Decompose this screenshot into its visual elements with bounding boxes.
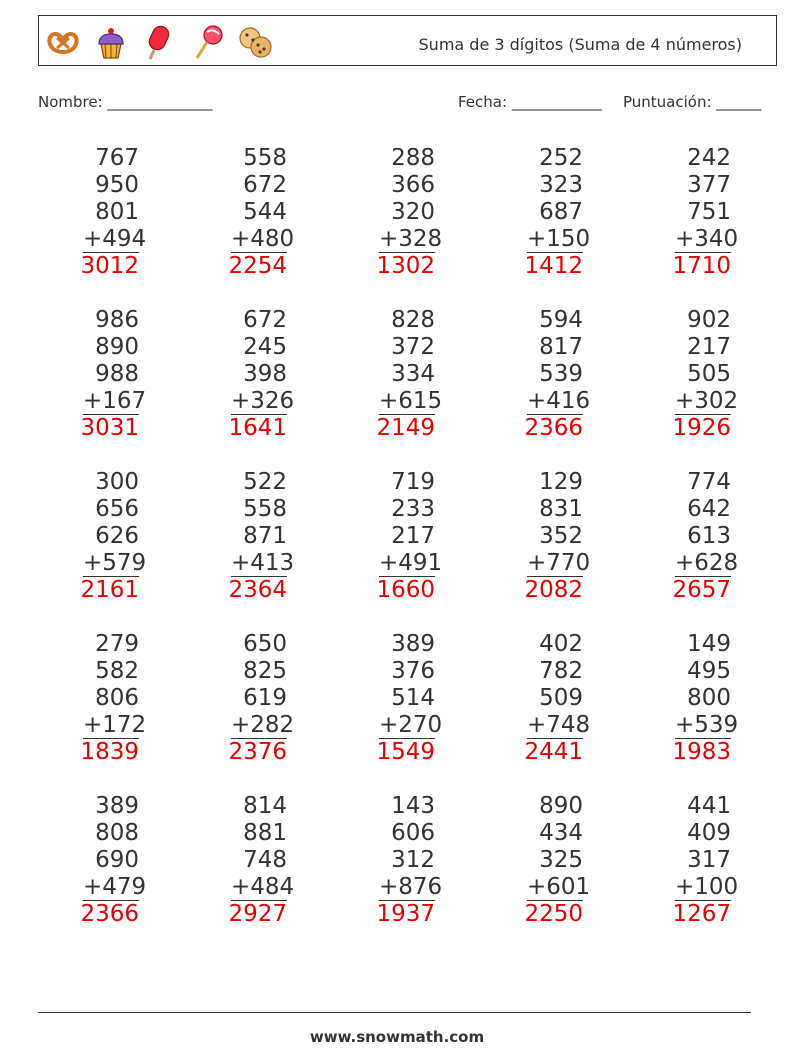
addend-3: 748 (243, 847, 287, 873)
addend-4: +172 (83, 712, 147, 738)
addend-4: +479 (83, 874, 147, 900)
addend-4: +615 (379, 388, 443, 414)
addition-problem (636, 307, 739, 442)
worksheet-header (38, 15, 777, 66)
worksheet-title: Suma de 3 dígitos (Suma de 4 números) (418, 35, 742, 54)
addend-2: 377 (687, 172, 731, 198)
addend-2: 323 (539, 172, 583, 198)
addend-1: 129 (539, 469, 583, 495)
addend-4: +876 (379, 874, 443, 900)
addend-1: 288 (391, 145, 435, 171)
addend-2: 606 (391, 820, 435, 846)
addend-3: 317 (687, 847, 731, 873)
addend-1: 149 (687, 631, 731, 657)
addend-4: +579 (83, 550, 147, 576)
addend-1: 774 (687, 469, 731, 495)
addend-4: +340 (675, 226, 739, 252)
answer: 1549 (376, 739, 435, 765)
addend-3: 509 (539, 685, 583, 711)
addend-2: 495 (687, 658, 731, 684)
addend-3: 988 (95, 361, 139, 387)
answer: 1926 (672, 415, 731, 441)
answer: 1641 (228, 415, 287, 441)
addend-2: 642 (687, 496, 731, 522)
popsicle-icon (139, 22, 179, 62)
addend-1: 890 (539, 793, 583, 819)
addend-4: +494 (83, 226, 147, 252)
addend-1: 902 (687, 307, 731, 333)
addend-2: 217 (687, 334, 731, 360)
addend-2: 376 (391, 658, 435, 684)
answer: 2927 (228, 901, 287, 927)
addend-2: 434 (539, 820, 583, 846)
addend-1: 650 (243, 631, 287, 657)
answer: 3031 (80, 415, 139, 441)
header-icons (43, 22, 275, 62)
addend-1: 242 (687, 145, 731, 171)
addend-4: +770 (527, 550, 591, 576)
addend-2: 950 (95, 172, 139, 198)
addend-2: 831 (539, 496, 583, 522)
addend-3: 690 (95, 847, 139, 873)
addend-2: 890 (95, 334, 139, 360)
addition-problem (192, 145, 295, 280)
addend-2: 656 (95, 496, 139, 522)
answer: 2366 (80, 901, 139, 927)
lollipop-icon (187, 22, 227, 62)
addend-3: 626 (95, 523, 139, 549)
addition-problem (44, 631, 147, 766)
addend-1: 389 (391, 631, 435, 657)
answer: 2254 (228, 253, 287, 279)
addition-problem (44, 145, 147, 280)
addend-4: +416 (527, 388, 591, 414)
addend-4: +270 (379, 712, 443, 738)
addend-4: +601 (527, 874, 591, 900)
addend-2: 817 (539, 334, 583, 360)
addend-3: 398 (243, 361, 287, 387)
addend-1: 767 (95, 145, 139, 171)
addend-4: +282 (231, 712, 295, 738)
addend-2: 672 (243, 172, 287, 198)
addition-problem (488, 793, 591, 928)
addend-1: 558 (243, 145, 287, 171)
answer: 1710 (672, 253, 731, 279)
addend-3: 806 (95, 685, 139, 711)
addend-1: 279 (95, 631, 139, 657)
addition-problem (44, 307, 147, 442)
answer: 2366 (524, 415, 583, 441)
addend-3: 619 (243, 685, 287, 711)
addend-3: 613 (687, 523, 731, 549)
addend-4: +167 (83, 388, 147, 414)
addend-2: 372 (391, 334, 435, 360)
addition-problem (340, 793, 443, 928)
addend-4: +491 (379, 550, 443, 576)
answer: 2149 (376, 415, 435, 441)
answer: 2161 (80, 577, 139, 603)
addition-problem (192, 793, 295, 928)
date-field-label: Fecha: ____________ (458, 93, 602, 111)
addend-3: 871 (243, 523, 287, 549)
student-info-row (38, 93, 770, 113)
answer: 1267 (672, 901, 731, 927)
footer-divider (38, 1012, 751, 1013)
addend-1: 252 (539, 145, 583, 171)
addend-3: 751 (687, 199, 731, 225)
answer: 2657 (672, 577, 731, 603)
addend-1: 522 (243, 469, 287, 495)
addition-problem (192, 631, 295, 766)
addition-problem (488, 145, 591, 280)
addition-problem (488, 307, 591, 442)
addend-2: 233 (391, 496, 435, 522)
addend-2: 782 (539, 658, 583, 684)
addend-4: +484 (231, 874, 295, 900)
addend-1: 594 (539, 307, 583, 333)
addition-problem (488, 469, 591, 604)
addend-3: 800 (687, 685, 731, 711)
addition-problem (192, 307, 295, 442)
addition-problem (192, 469, 295, 604)
addend-3: 544 (243, 199, 287, 225)
addition-problem (636, 469, 739, 604)
addend-4: +413 (231, 550, 295, 576)
addend-2: 558 (243, 496, 287, 522)
addend-3: 334 (391, 361, 435, 387)
addend-2: 808 (95, 820, 139, 846)
addend-3: 320 (391, 199, 435, 225)
addend-2: 582 (95, 658, 139, 684)
footer-url: www.snowmath.com (309, 1028, 485, 1046)
addition-problem (488, 631, 591, 766)
addend-4: +748 (527, 712, 591, 738)
addend-1: 719 (391, 469, 435, 495)
score-field-label: Puntuación: ______ (623, 93, 762, 111)
addend-2: 409 (687, 820, 731, 846)
answer: 1937 (376, 901, 435, 927)
answer: 2364 (228, 577, 287, 603)
addend-1: 389 (95, 793, 139, 819)
addition-problem (340, 307, 443, 442)
answer: 2250 (524, 901, 583, 927)
addend-1: 986 (95, 307, 139, 333)
name-field-label: Nombre: ______________ (38, 93, 213, 111)
addend-3: 312 (391, 847, 435, 873)
addend-2: 825 (243, 658, 287, 684)
addend-4: +328 (379, 226, 443, 252)
addend-4: +539 (675, 712, 739, 738)
addition-problem (44, 469, 147, 604)
answer: 1660 (376, 577, 435, 603)
answer: 2441 (524, 739, 583, 765)
addition-problem (636, 145, 739, 280)
addition-problem (44, 793, 147, 928)
addend-4: +480 (231, 226, 295, 252)
addend-1: 143 (391, 793, 435, 819)
answer: 1412 (524, 253, 583, 279)
addend-4: +150 (527, 226, 591, 252)
cupcake-icon (91, 22, 131, 62)
addend-1: 814 (243, 793, 287, 819)
addend-1: 828 (391, 307, 435, 333)
addend-2: 366 (391, 172, 435, 198)
answer: 1839 (80, 739, 139, 765)
addend-1: 441 (687, 793, 731, 819)
addend-2: 245 (243, 334, 287, 360)
addend-4: +302 (675, 388, 739, 414)
pretzel-icon (43, 22, 83, 62)
addend-1: 672 (243, 307, 287, 333)
answer: 2376 (228, 739, 287, 765)
addition-problem (340, 145, 443, 280)
addend-3: 352 (539, 523, 583, 549)
answer: 1302 (376, 253, 435, 279)
answer: 3012 (80, 253, 139, 279)
addend-3: 539 (539, 361, 583, 387)
addend-3: 514 (391, 685, 435, 711)
addend-3: 505 (687, 361, 731, 387)
addend-3: 687 (539, 199, 583, 225)
addend-1: 300 (95, 469, 139, 495)
addition-problem (636, 631, 739, 766)
addend-4: +326 (231, 388, 295, 414)
answer: 1983 (672, 739, 731, 765)
addend-1: 402 (539, 631, 583, 657)
addition-problem (636, 793, 739, 928)
addend-3: 217 (391, 523, 435, 549)
addition-problem (340, 631, 443, 766)
addition-problem (340, 469, 443, 604)
addend-4: +628 (675, 550, 739, 576)
addend-4: +100 (675, 874, 739, 900)
answer: 2082 (524, 577, 583, 603)
addend-3: 325 (539, 847, 583, 873)
addend-2: 881 (243, 820, 287, 846)
addend-3: 801 (95, 199, 139, 225)
cookies-icon (235, 22, 275, 62)
